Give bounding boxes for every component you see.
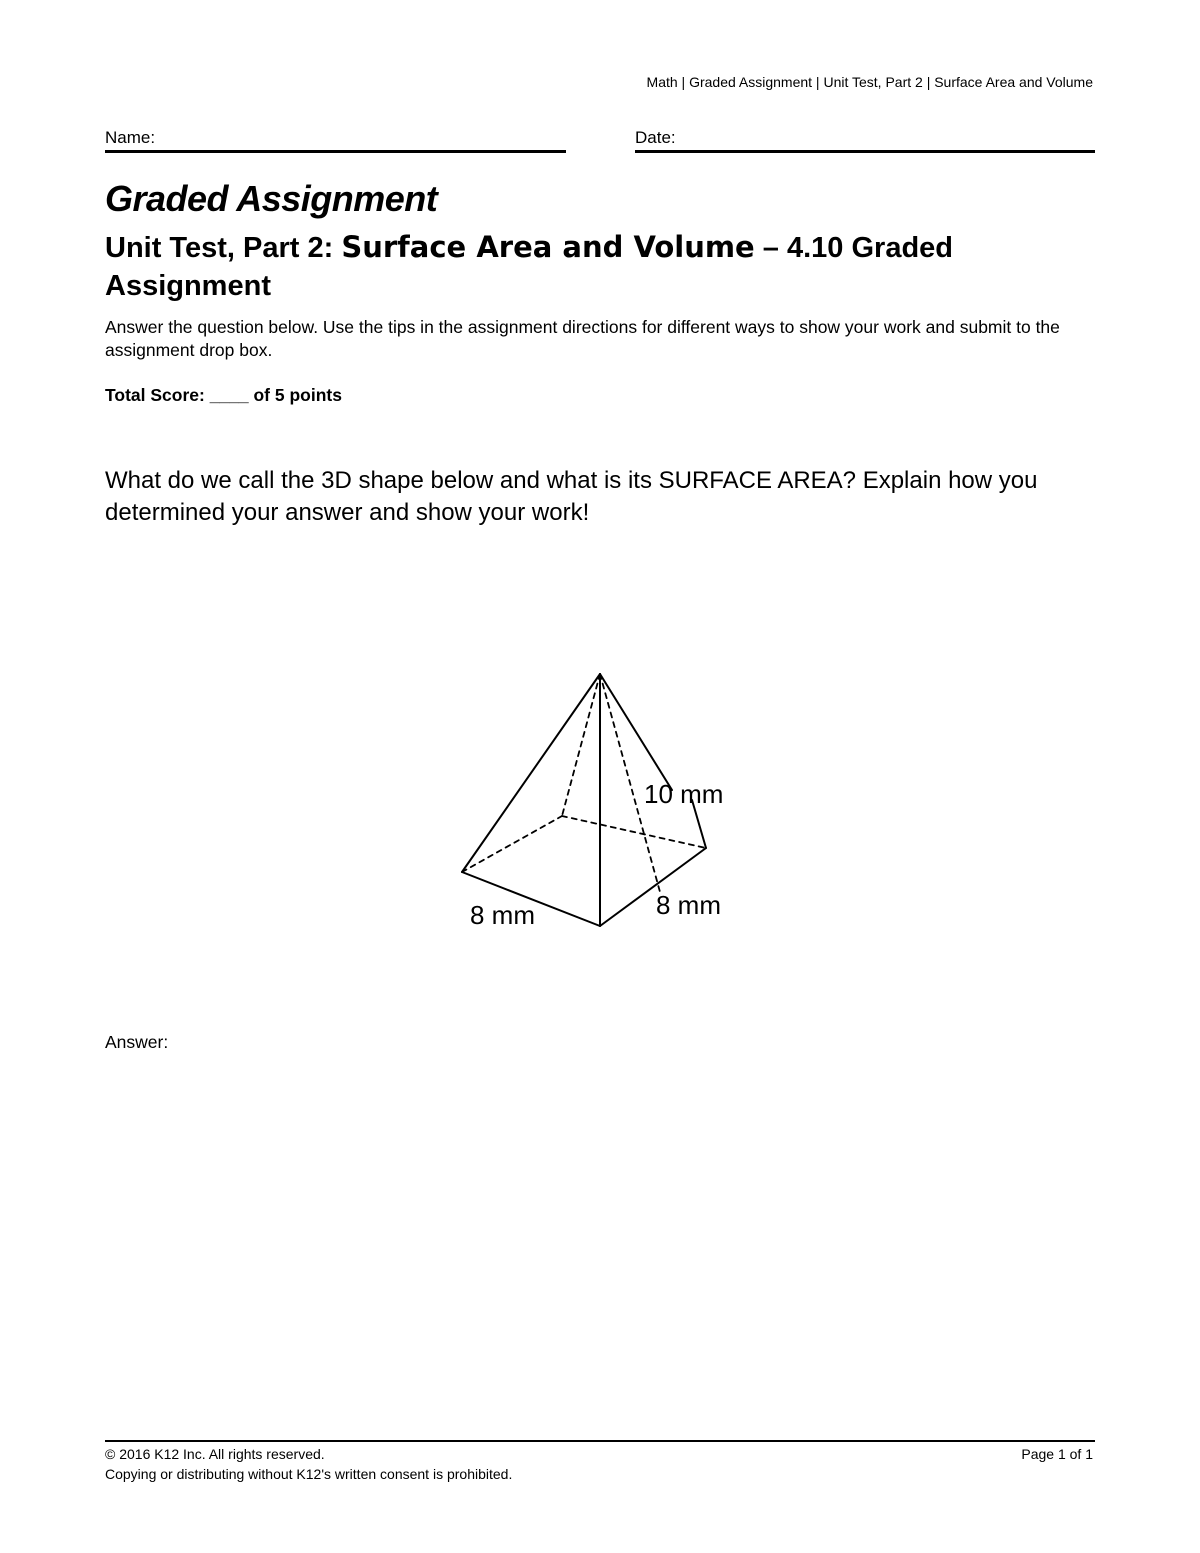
subtitle-part-3: – 4.10 Graded Assignment xyxy=(105,232,954,302)
total-score: Total Score: ____ of 5 points xyxy=(105,385,342,405)
hidden-edge-back xyxy=(562,674,600,816)
instructions: Answer the question below. Use the tips in the assignment directions for different ways to show your work and submit to the assignment drop box. xyxy=(105,317,1060,360)
slant-height-line xyxy=(600,674,672,790)
edge-apex-left xyxy=(462,674,600,872)
date-underline[interactable] xyxy=(635,150,1095,153)
name-underline[interactable] xyxy=(105,150,566,153)
base-left-label: 8 mm xyxy=(470,900,535,930)
subtitle-part-1: Unit Test, Part 2: xyxy=(105,232,342,264)
footer-divider xyxy=(105,1440,1095,1442)
base-right-label: 8 mm xyxy=(656,890,721,920)
page-title: Graded Assignment xyxy=(105,178,438,219)
name-label: Name: xyxy=(105,128,156,147)
hidden-base-right xyxy=(562,816,706,848)
footer-copyright: © 2016 K12 Inc. All rights reserved. xyxy=(105,1446,325,1462)
answer-label: Answer: xyxy=(105,1032,169,1052)
running-header: Math | Graded Assignment | Unit Test, Part 2 | Surface Area and Volume xyxy=(646,74,1093,90)
page-subtitle xyxy=(105,228,1065,305)
question-text: What do we call the 3D shape below and what is its SURFACE AREA? Explain how you determined your answer and show your work! xyxy=(105,467,1038,526)
date-label: Date: xyxy=(635,128,676,147)
slant-height-label: 10 mm xyxy=(644,779,724,809)
footer-page-number: Page 1 of 1 xyxy=(1021,1446,1093,1462)
hidden-base-left xyxy=(462,816,562,872)
footer-notice: Copying or distributing without K12's written consent is prohibited. xyxy=(105,1466,513,1482)
pyramid-figure xyxy=(440,660,760,940)
subtitle-topic: Surface Area and Volume xyxy=(341,230,755,264)
